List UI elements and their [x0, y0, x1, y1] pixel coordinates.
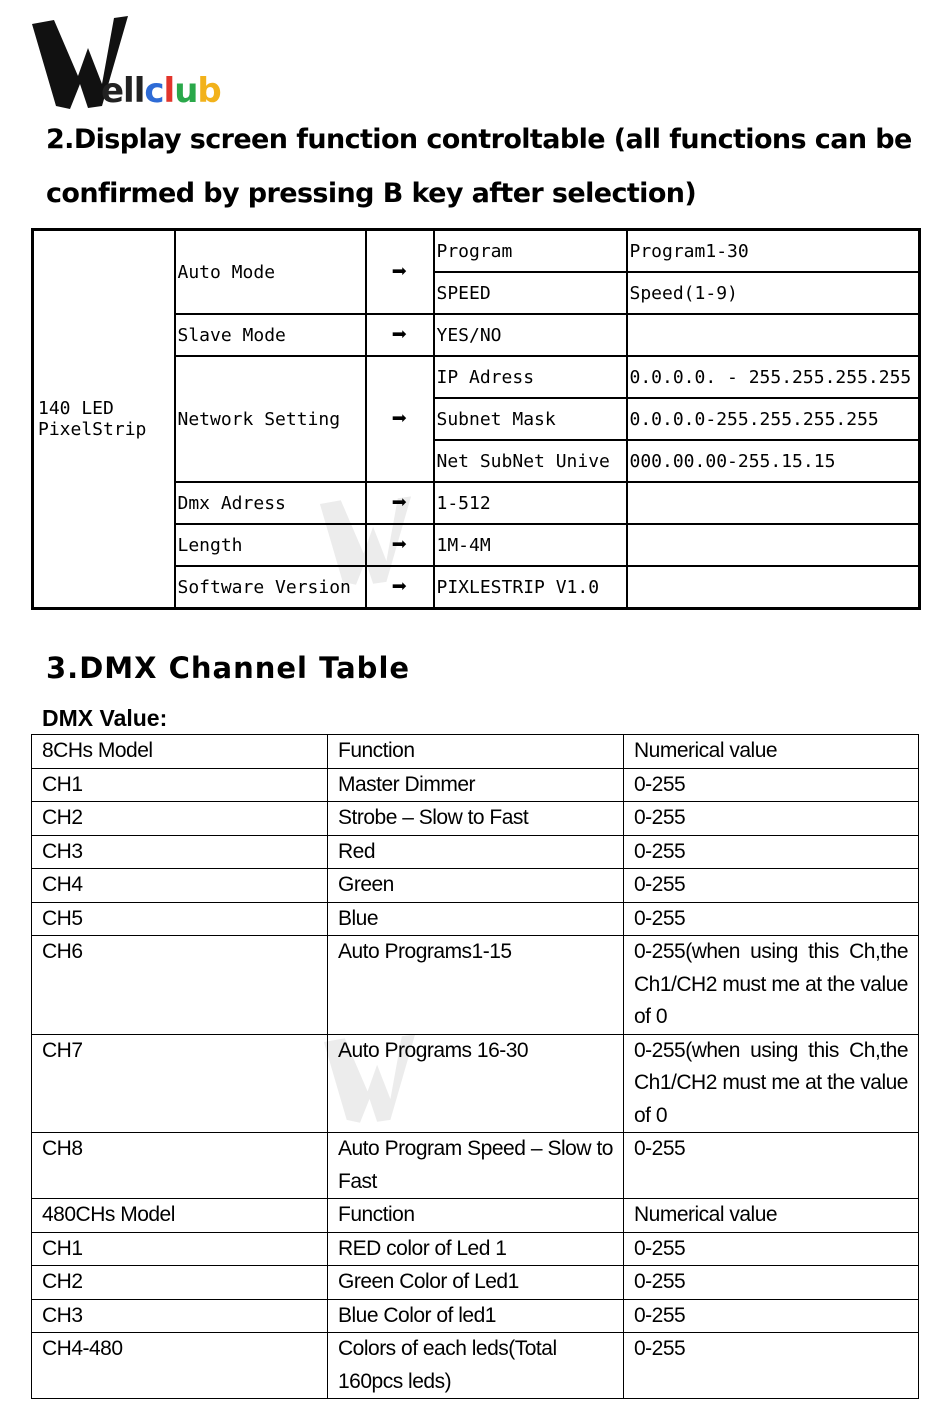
- table-row: [32, 936, 919, 1035]
- value-cell: 0-255: [624, 835, 919, 869]
- channel-cell: CH4: [32, 869, 328, 903]
- table-header-row: [32, 1199, 919, 1233]
- channel-cell: CH1: [32, 768, 328, 802]
- value-cell: 0-255: [624, 902, 919, 936]
- program-value: Program1-30: [627, 230, 920, 273]
- value-cell: 0-255: [624, 1299, 919, 1333]
- header-cell: Numerical value: [624, 1199, 919, 1233]
- value-cell: 0-255: [624, 1266, 919, 1300]
- length-value: 1M-4M: [434, 524, 627, 566]
- dmx-8ch-table: [31, 734, 919, 1199]
- header-cell: 8CHs Model: [32, 735, 328, 769]
- channel-cell: CH8: [32, 1133, 328, 1199]
- software-version-label: Software Version: [175, 566, 366, 609]
- value-cell: 0-255: [624, 768, 919, 802]
- table-row: [32, 802, 919, 836]
- table-row: [32, 1133, 919, 1199]
- function-cell: Master Dimmer: [328, 768, 624, 802]
- function-cell: Auto Programs1-15: [328, 936, 624, 1035]
- arrow-right-icon: ➡: [366, 482, 434, 524]
- table-row: [32, 1333, 919, 1399]
- arrow-right-icon: ➡: [366, 314, 434, 356]
- table-row: [32, 1266, 919, 1300]
- control-table: [31, 228, 921, 610]
- value-cell: 0-255: [624, 869, 919, 903]
- table-row: [32, 869, 919, 903]
- empty-cell: [627, 524, 920, 566]
- subnet-mask-label: Subnet Mask: [434, 398, 627, 440]
- auto-mode-label: Auto Mode: [175, 230, 366, 315]
- table-row: [32, 768, 919, 802]
- dmx-adress-label: Dmx Adress: [175, 482, 366, 524]
- net-subnet-label: Net SubNet Unive: [434, 440, 627, 482]
- channel-cell: CH2: [32, 1266, 328, 1300]
- program-label: Program: [434, 230, 627, 273]
- dmx-value: 1-512: [434, 482, 627, 524]
- header-cell: 480CHs Model: [32, 1199, 328, 1233]
- value-cell: 0-255: [624, 1333, 919, 1399]
- software-value: PIXLESTRIP V1.0: [434, 566, 627, 609]
- value-cell: 0-255: [624, 802, 919, 836]
- value-cell: 0-255(when using this Ch,the Ch1/CH2 must me at the value of 0: [624, 1034, 919, 1133]
- function-cell: Auto Programs 16-30: [328, 1034, 624, 1133]
- arrow-right-icon: ➡: [366, 356, 434, 482]
- value-cell: 0-255: [624, 1232, 919, 1266]
- slave-mode-label: Slave Mode: [175, 314, 366, 356]
- header-cell: Numerical value: [624, 735, 919, 769]
- function-cell: Strobe – Slow to Fast: [328, 802, 624, 836]
- dmx-480ch-table: [31, 1198, 919, 1399]
- channel-cell: CH2: [32, 802, 328, 836]
- device-cell: 140 LED PixelStrip: [33, 230, 175, 609]
- section2-title-line2: confirmed by pressing B key after selection): [46, 178, 697, 209]
- function-cell: RED color of Led 1: [328, 1232, 624, 1266]
- channel-cell: CH4-480: [32, 1333, 328, 1399]
- function-cell: Blue Color of led1: [328, 1299, 624, 1333]
- net-subnet-value: 000.00.00-255.15.15: [627, 440, 920, 482]
- function-cell: Green: [328, 869, 624, 903]
- ip-value: 0.0.0.0. - 255.255.255.255: [627, 356, 920, 398]
- speed-label: SPEED: [434, 272, 627, 314]
- table-row: [32, 1232, 919, 1266]
- channel-cell: CH3: [32, 1299, 328, 1333]
- function-cell: Colors of each leds(Total 160pcs leds): [328, 1333, 624, 1399]
- ip-adress-label: IP Adress: [434, 356, 627, 398]
- channel-cell: CH3: [32, 835, 328, 869]
- empty-cell: [627, 482, 920, 524]
- arrow-right-icon: ➡: [366, 566, 434, 609]
- table-row: [32, 902, 919, 936]
- value-cell: 0-255: [624, 1133, 919, 1199]
- channel-cell: CH6: [32, 936, 328, 1035]
- header-cell: Function: [328, 735, 624, 769]
- value-cell: 0-255(when using this Ch,the Ch1/CH2 must me at the value of 0: [624, 936, 919, 1035]
- channel-cell: CH7: [32, 1034, 328, 1133]
- network-setting-label: Network Setting: [175, 356, 366, 482]
- channel-cell: CH5: [32, 902, 328, 936]
- table-header-row: [32, 735, 919, 769]
- function-cell: Red: [328, 835, 624, 869]
- speed-value: Speed(1-9): [627, 272, 920, 314]
- function-cell: Green Color of Led1: [328, 1266, 624, 1300]
- arrow-right-icon: ➡: [366, 230, 434, 315]
- channel-cell: CH1: [32, 1232, 328, 1266]
- dmx-value-label: DMX Value:: [42, 705, 168, 731]
- table-row: [32, 1034, 919, 1133]
- table-row: [32, 835, 919, 869]
- empty-cell: [627, 566, 920, 609]
- length-label: Length: [175, 524, 366, 566]
- arrow-right-icon: ➡: [366, 524, 434, 566]
- empty-cell: [627, 314, 920, 356]
- subnet-value: 0.0.0.0-255.255.255.255: [627, 398, 920, 440]
- table-row: [32, 1299, 919, 1333]
- logo-text: ellclub: [101, 71, 221, 111]
- section2-title-line1: 2.Display screen function controltable (all functions can be: [46, 124, 912, 155]
- function-cell: Auto Program Speed – Slow to Fast: [328, 1133, 624, 1199]
- header-cell: Function: [328, 1199, 624, 1233]
- function-cell: Blue: [328, 902, 624, 936]
- section3-title: 3.DMX Channel Table: [46, 651, 411, 685]
- slave-value: YES/NO: [434, 314, 627, 356]
